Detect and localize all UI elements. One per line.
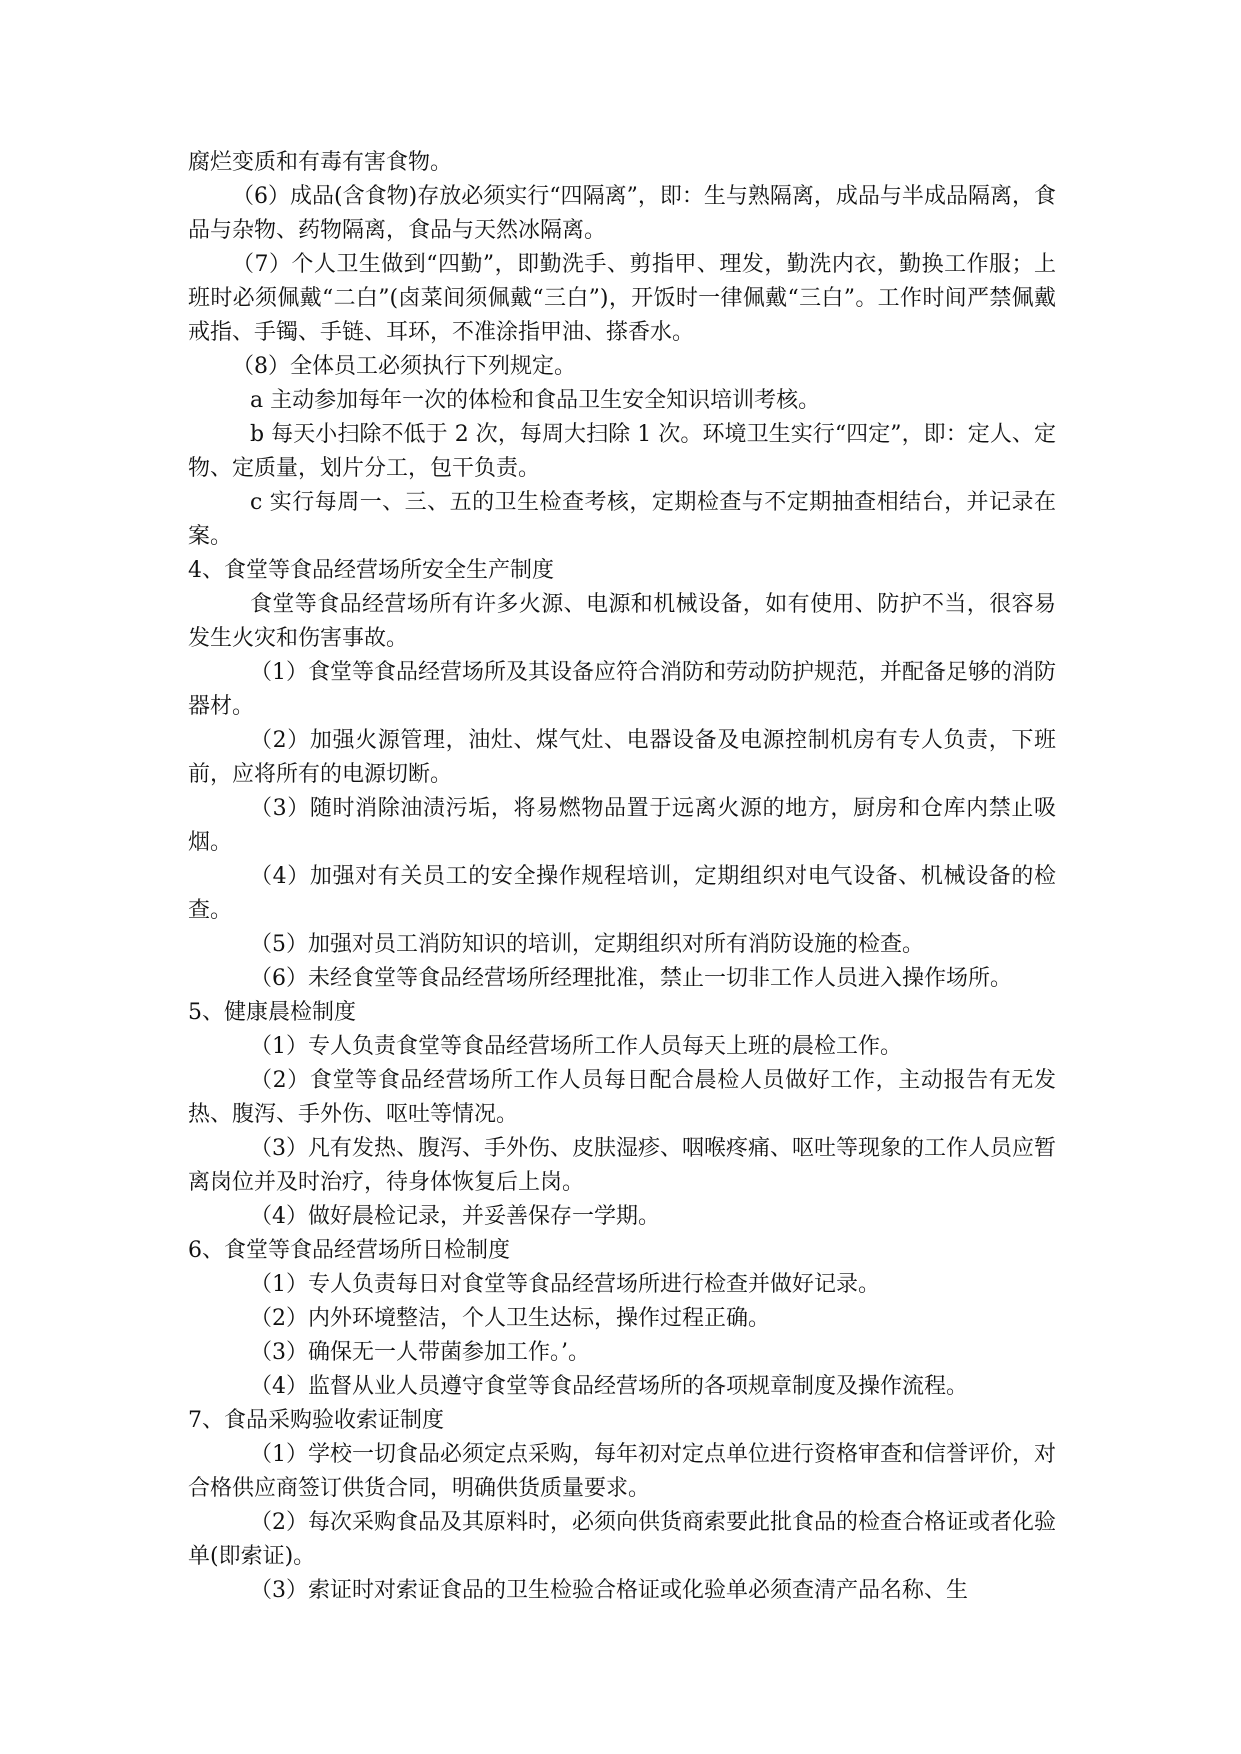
paragraph: （2）每次采购食品及其原料时，必须向供货商索要此批食品的检查合格证或者化验单(即索证)。 — [188, 1510, 1056, 1569]
paragraph: b 每天小扫除不低于 2 次，每周大扫除 1 次。环境卫生实行“四定”，即：定人、定物、定质量，划片分工，包干负责。 — [188, 422, 1056, 481]
paragraph: （3）索证时对索证食品的卫生检验合格证或化验单必须查清产品名称、生 — [250, 1578, 968, 1603]
paragraph: （7）个人卫生做到“四勤”，即勤洗手、剪指甲、理发，勤洗内衣，勤换工作服；上班时必须佩戴“二白”(卤菜间须佩戴“三白”)，开饭时一律佩戴“三白”。工作时间严禁佩戴戒指、手镯、手链、耳环，不准涂指甲油、搽香水。 — [188, 252, 1056, 345]
paragraph: （6）未经食堂等食品经营场所经理批准，禁止一切非工作人员进入操作场所。 — [250, 966, 1012, 991]
section-heading: 5、健康晨检制度 — [188, 1000, 356, 1025]
paragraph: （1）专人负责每日对食堂等食品经营场所进行检查并做好记录。 — [250, 1272, 880, 1297]
paragraph: （1）食堂等食品经营场所及其设备应符合消防和劳动防护规范，并配备足够的消防器材。 — [188, 660, 1056, 719]
paragraph: （4）加强对有关员工的安全操作规程培训，定期组织对电气设备、机械设备的检查。 — [188, 864, 1056, 923]
section-heading: 7、食品采购验收索证制度 — [188, 1408, 444, 1433]
paragraph: （1）专人负责食堂等食品经营场所工作人员每天上班的晨检工作。 — [250, 1034, 902, 1059]
paragraph: （5）加强对员工消防知识的培训，定期组织对所有消防设施的检查。 — [250, 932, 924, 957]
paragraph: （2）食堂等食品经营场所工作人员每日配合晨检人员做好工作，主动报告有无发热、腹泻、手外伤、呕吐等情况。 — [188, 1068, 1056, 1127]
paragraph: （6）成品(含食物)存放必须实行“四隔离”，即：生与熟隔离，成品与半成品隔离，食品与杂物、药物隔离，食品与天然冰隔离。 — [188, 184, 1056, 243]
paragraph: （1）学校一切食品必须定点采购，每年初对定点单位进行资格审查和信誉评价，对合格供应商签订供货合同，明确供货质量要求。 — [188, 1442, 1056, 1501]
paragraph: （3）确保无一人带菌参加工作。’。 — [250, 1340, 590, 1365]
paragraph: c 实行每周一、三、五的卫生检查考核，定期检查与不定期抽查相结台，并记录在案。 — [188, 490, 1056, 549]
paragraph: 食堂等食品经营场所有许多火源、电源和机械设备，如有使用、防护不当，很容易发生火灾和伤害事故。 — [188, 592, 1056, 651]
section-heading: 4、食堂等食品经营场所安全生产制度 — [188, 558, 554, 583]
paragraph: （4）监督从业人员遵守食堂等食品经营场所的各项规章制度及操作流程。 — [250, 1374, 968, 1399]
paragraph: 腐烂变质和有毒有害食物。 — [188, 150, 453, 175]
paragraph: a 主动参加每年一次的体检和食品卫生安全知识培训考核。 — [250, 388, 821, 413]
paragraph: （2）内外环境整洁，个人卫生达标，操作过程正确。 — [250, 1306, 770, 1331]
paragraph: （3）凡有发热、腹泻、手外伤、皮肤湿疹、咽喉疼痛、呕吐等现象的工作人员应暂离岗位并及时治疗，待身体恢复后上岗。 — [188, 1136, 1056, 1195]
section-heading: 6、食堂等食品经营场所日检制度 — [188, 1238, 510, 1263]
paragraph: （4）做好晨检记录，并妥善保存一学期。 — [250, 1204, 660, 1229]
paragraph: （3）随时消除油渍污垢，将易燃物品置于远离火源的地方，厨房和仓库内禁止吸烟。 — [188, 796, 1056, 855]
document-page — [188, 146, 1056, 1608]
paragraph: （2）加强火源管理，油灶、煤气灶、电器设备及电源控制机房有专人负责，下班前，应将所有的电源切断。 — [188, 728, 1056, 787]
paragraph: （8）全体员工必须执行下列规定。 — [232, 354, 576, 379]
